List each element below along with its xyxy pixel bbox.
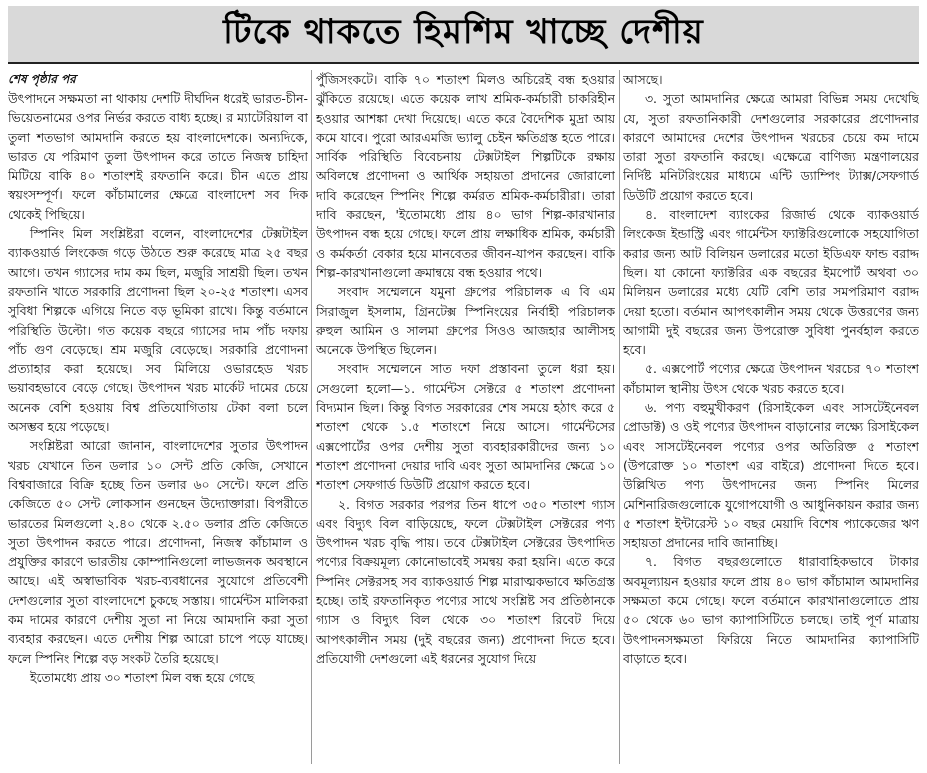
- paragraph: পুঁজিসংকটে। বাকি ৭০ শতাংশ মিলও অচিরেই বন্ধ হওয়ার ঝুঁকিতে রয়েছে। এতে কয়েক লাখ শ্রমিক-কর্মচারী চাকরিহীন হওয়ার আশঙ্কা দেখা দিয়েছে। এতে করে বৈদেশিক মুদ্রা আয় কমে যাবে। পুরো আরএমজি ভ্যালু চেইন ক্ষতিগ্রস্ত হতে পারে। সার্বিক পরিস্থিতি বিবেচনায় টেক্সটাইল শিল্পটিকে রক্ষায় অবিলম্বে প্রণোদনা ও আর্থিক সহায়তা প্রদানের জোরালো দাবি করেছেন স্পিনিং শিল্পে কর্মরত শ্রমিক-কর্মচারীরা। তারা দাবি করছেন, 'ইতোমধ্যে প্রায় ৪০ ভাগ শিল্প-কারখানার উৎপাদন বন্ধ হয়ে গেছে। ফলে প্রায় লক্ষাধিক শ্রমিক, কর্মচারী ও কর্মকর্তা বেকার হয়ে মানবেতর জীবন-যাপন করছেন। বাকি শিল্প-কারখানাগুলো ক্রমান্বয়ে বন্ধ হওয়ার পথে।: [316, 72, 615, 280]
- column-divider: [311, 70, 312, 764]
- paragraph: ৬. পণ্য বহুমুখীকরণ (রিসাইকেল এবং সাসটেইনেবল প্রোডাক্ট) ও ওই পণ্যের উৎপাদন বাড়ানোর লক্ষ্যে রিসাইকেল এবং সাসটেইনেবল পণ্যের ওপর অতিরিক্ত ৫ শতাংশ (উপরোক্ত ১০ শতাংশ এর বাইরে) প্রণোদনা দিতে হবে। উল্লিখিত পণ্য উৎপাদনের জন্য স্পিনিং মিলের মেশিনারিজগুলোকে যুগোপযোগী ও আধুনিকায়ন করার জন্য ৫ শতাংশ ইন্টারেস্ট ১০ বছর মেয়াদি বিশেষ প্যাকেজের ঋণ সহায়তা প্রদানের দাবি জানাচ্ছি।: [623, 400, 919, 551]
- paragraph: সংবাদ সম্মেলনে যমুনা গ্রুপের পরিচালক এ বি এম সিরাজুল ইসলাম, গ্রিনটেক্স স্পিনিংয়ের নির্বাহী পরিচালক রুহুল আমিন ও সালমা গ্রুপের সিওও আজহার আলীসহ অনেকে উপস্থিত ছিলেন।: [316, 284, 615, 358]
- continued-from-label: শেষ পৃষ্ঠার পর: [8, 72, 76, 86]
- paragraph: সংবাদ সম্মেলনে সাত দফা প্রস্তাবনা তুলে ধরা হয়। সেগুলো হলো—১. গার্মেন্টস সেক্টরে ৫ শতাংশ প্রণোদনা বিদ্যমান ছিল। কিন্তু বিগত সরকারের শেষ সময়ে হঠাৎ করে ৫ শতাংশ থেকে ১.৫ শতাংশে নিয়ে আসে। গার্মেন্টসের এক্সপোর্টের ওপর দেশীয় সুতা ব্যবহারকারীদের জন্য ১০ শতাংশ প্রণোদনা দেয়ার দাবি এবং সুতা আমদানির ক্ষেত্রে ১০ শতাংশ সেফগার্ড ডিউটি প্রয়োগ করতে হবে।: [316, 361, 615, 493]
- paragraph: ৩. সুতা আমদানির ক্ষেত্রে আমরা বিভিন্ন সময় দেখেছি যে, সুতা রফতানিকারী দেশগুলোর সরকারের প্রণোদনার কারণে আমাদের দেশের উৎপাদন খরচের চেয়ে কম দামে তারা সুতা রফতানি করছে। এক্ষেত্রে বাণিজ্য মন্ত্রণালয়ের নির্দিষ্ট মনিটরিংয়ের মাধ্যমে এন্টি ড্যাম্পিং ট্যাক্স/সেফগার্ড ডিউটি প্রয়োগ করতে হবে।: [623, 91, 919, 203]
- article-column-2: [316, 70, 615, 768]
- paragraph: সংশ্লিষ্টরা আরো জানান, বাংলাদেশের সুতার উৎপাদন খরচ যেখানে তিন ডলার ১০ সেন্ট প্রতি কেজি, সেখানে বিশ্ববাজারে বিক্রি হচ্ছে তিন ডলার ৬০ সেন্টে। ফলে প্রতি কেজিতে ৫০ সেন্ট লোকসান গুনছেন উদ্যোক্তারা। বিপরীতে ভারতের মিলগুলো ২.৪০ থেকে ২.৫০ ডলার প্রতি কেজিতে সুতা উৎপাদন করতে পারে। প্রণোদনা, নিজস্ব কাঁচামাল ও প্রযুক্তির কারণে ভারতীয় কোম্পানিগুলো লাভজনক অবস্থানে আছে। এই অস্বাভাবিক খরচ-ব্যবধানের সুযোগে প্রতিবেশী দেশগুলোর সুতা বাংলাদেশে চুকছে সস্তায়। গার্মেন্টস মালিকরা কম দামের কারণে দেশীয় সুতা না নিয়ে আমদানি করা সুতা ব্যবহার করছেন। এতে দেশীয় শিল্প আরো চাপে পড়ে যাচ্ছে। ফলে স্পিনিং শিল্পে বড় সংকট তৈরি হয়েছে।: [8, 438, 308, 666]
- paragraph: আসছে।: [623, 72, 663, 87]
- headline: টিকে থাকতে হিমশিম খাচ্ছে দেশীয়: [223, 11, 704, 52]
- headline-banner: [8, 6, 919, 64]
- paragraph: ৫. এক্সপোর্ট পণ্যের ক্ষেত্রে উৎপাদন খরচের ৭০ শতাংশ কাঁচামাল স্থানীয় উৎস থেকে খরচ করতে হবে।: [623, 361, 919, 396]
- article-column-3: [623, 70, 919, 768]
- column-divider: [619, 70, 620, 764]
- paragraph: ৪. বাংলাদেশ ব্যাংকের রিজার্ভ থেকে ব্যাকওয়ার্ড লিংকেজ ইন্ডাস্ট্রি এবং গার্মেন্টস ফ্যাক্টরিগুলোকে সহযোগিতা করার জন্য আট বিলিয়ন ডলারের মতো ইডিএফ ফান্ড বরাদ্দ ছিল। যা কোনো ফ্যাক্টরির এক বছরের ইমপোর্ট অথবা ৩০ মিলিয়ন ডলারের মধ্যে যেটি বেশি তার সমপরিমাণ বরাদ্দ দেয়া হতো। বর্তমান আপৎকালীন সময় থেকে উত্তরণের জন্য আগামী দুই বছরের জন্য উপরোক্ত সুবিধা পুনর্বহাল করতে হবে।: [623, 207, 919, 358]
- paragraph: ইতোমধ্যে প্রায় ৩০ শতাংশ মিল বন্ধ হয়ে গেছে: [30, 669, 255, 685]
- paragraph: উৎপাদনে সক্ষমতা না থাকায় দেশটি দীর্ঘদিন ধরেই ভারত-চীন-ভিয়েতনামের ওপর নির্ভর করতে বাধ্য হচ্ছে। র ম্যাটেরিয়াল বা তুলা শতভাগ আমদানি করতে হয় বাংলাদেশকে। অন্যদিকে, ভারত যে পরিমাণ তুলা উৎপাদন করে তাতে নিজস্ব চাহিদা মিটিয়ে বাকি ৪০ শতাংশই রফতানি করে। চীন এতে প্রায় স্বয়ংসম্পূর্ণ। ফলে কাঁচামালের ক্ষেত্রে বাংলাদেশ সব দিক থেকেই পিছিয়ে।: [8, 91, 308, 222]
- paragraph: ২. বিগত সরকার পরপর তিন ধাপে ৩৫০ শতাংশ গ্যাস এবং বিদ্যুৎ বিল বাড়িয়েছে, ফলে টেক্সটাইল সেক্টরের পণ্য উৎপাদন খরচ বৃদ্ধি পায়। তবে টেক্সটাইল সেক্টরের উৎপাদিত পণ্যের বিক্রয়মূল্য কোনোভাবেই সমন্বয় করা হয়নি। এতে করে স্পিনিং সেক্টরসহ সব ব্যাকওয়ার্ড শিল্প মারাত্মকভাবে ক্ষতিগ্রস্ত হচ্ছে। তাই রফতানিকৃত পণ্যের সাথে সংশ্লিষ্ট সব প্রতিষ্ঠানকে গ্যাস ও বিদ্যুৎ বিল থেকে ৩০ শতাংশ রিবেট দিয়ে আপৎকালীন সময় (দুই বছরের জন্য) প্রণোদনা দিতে হবে। প্রতিযোগী দেশগুলো এই ধরনের সুযোগ দিয়ে: [316, 496, 615, 666]
- paragraph: স্পিনিং মিল সংশ্লিষ্টরা বলেন, বাংলাদেশের টেক্সটাইল ব্যাকওয়ার্ড লিংকেজ গড়ে উঠতে শুরু করেছে মাত্র ২৫ বছর আগে। তখন গ্যাসের দাম কম ছিল, মজুরি সাশ্রয়ী ছিল। তখন রফতানি খাতে সরকারি প্রণোদনা ছিল ২০-২৫ শতাংশ। এসব সুবিধা শিল্পকে এগিয়ে নিতে বড় ভূমিকা রাখে। কিন্তু বর্তমানে পরিস্থিতি উল্টো। গত কয়েক বছরে গ্যাসের দাম পাঁচ দফায় পাঁচ গুণ বেড়েছে। শ্রম মজুরি বেড়েছে। সরকারি প্রণোদনা প্রত্যাহার করা হয়েছে। সব মিলিয়ে ওভারহেড খরচ ভয়াবহভাবে বেড়ে গেছে। উৎপাদন খরচ মার্কেট দামের চেয়ে অনেক বেশি হওয়ায় বিশ্ব প্রতিযোগিতায় টেকা বলা চলে অসম্ভব হয়ে পড়েছে।: [8, 226, 308, 435]
- article-column-1: [8, 70, 308, 768]
- paragraph: ৭. বিগত বছরগুলোতে ধারাবাহিকভাবে টাকার অবমূল্যায়ন হওয়ার ফলে প্রায় ৪০ ভাগ কাঁচামাল আমদানির সক্ষমতা কমে গেছে। ফলে বর্তমানে কারখানাগুলোতে প্রায় ৫০ থেকে ৬০ ভাগ ক্যাপাসিটিতে চলছে। তাই পূর্ণ মাত্রায় উৎপাদনসক্ষমতা ফিরিয়ে নিতে আমদানির ক্যাপাসিটি বাড়াতে হবে।: [623, 554, 919, 666]
